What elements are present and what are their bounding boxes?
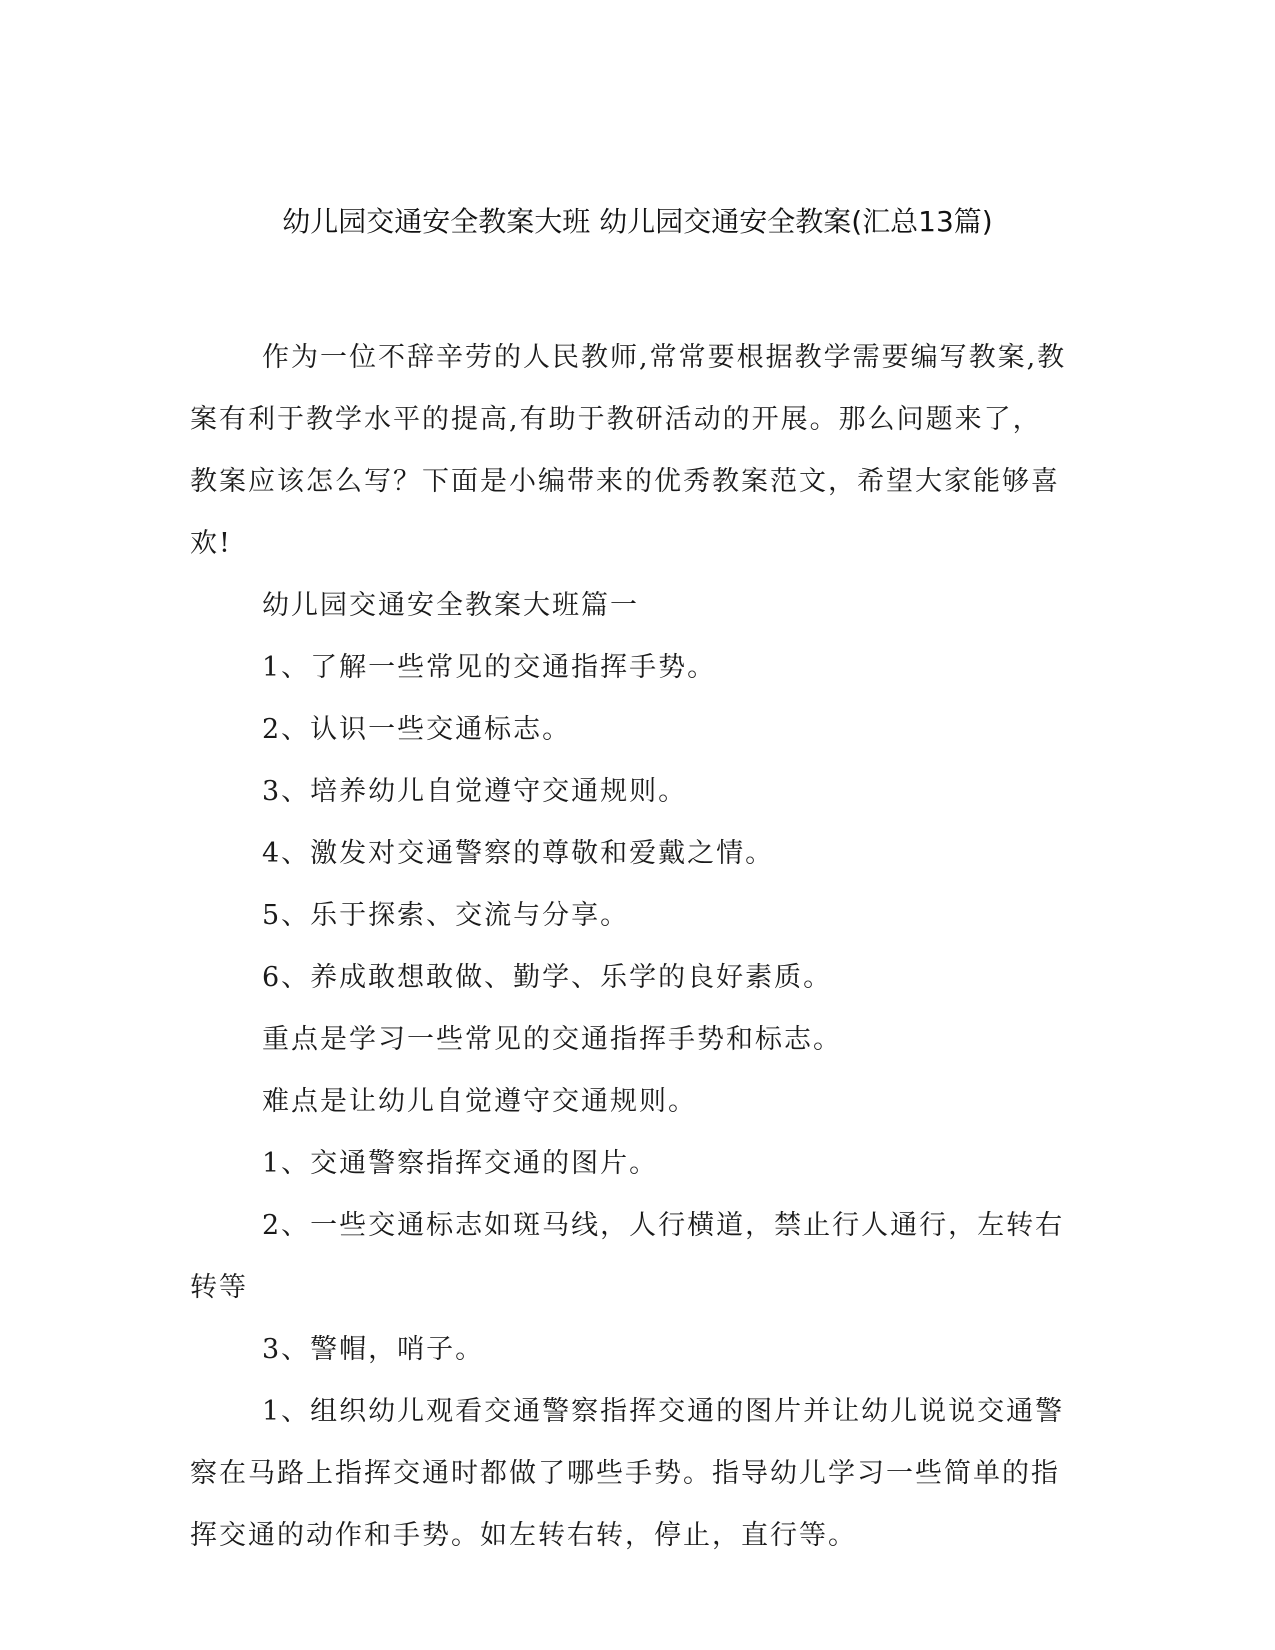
document-title: 幼儿园交通安全教案大班 幼儿园交通安全教案(汇总13篇) — [282, 205, 993, 238]
section-heading: 幼儿园交通安全教案大班篇一 — [262, 590, 639, 621]
objective-item-1: 1、了解一些常见的交通指挥手势。 — [262, 652, 717, 683]
intro-paragraph: 作为一位不辞辛劳的人民教师,常常要根据教学需要编写教案,教案有利于教学水平的提高,有助于教研活动的开展。那么问题来了，教案应该怎么写？下面是小编带来的优秀教案范文，希望大家能够喜欢! — [190, 342, 1067, 559]
key-point: 重点是学习一些常见的交通指挥手势和标志。 — [262, 1024, 842, 1055]
objective-item-2: 2、认识一些交通标志。 — [262, 714, 572, 745]
document-body — [190, 327, 1070, 1567]
objective-item-3: 3、培养幼儿自觉遵守交通规则。 — [262, 776, 688, 807]
difficulty-point: 难点是让幼儿自觉遵守交通规则。 — [262, 1086, 697, 1117]
material-item-2: 2、一些交通标志如斑马线，人行横道，禁止行人通行，左转右转等 — [190, 1210, 1065, 1303]
objective-item-6: 6、养成敢想敢做、勤学、乐学的良好素质。 — [262, 962, 833, 993]
material-item-1: 1、交通警察指挥交通的图片。 — [262, 1148, 659, 1179]
objective-item-5: 5、乐于探索、交流与分享。 — [262, 900, 630, 931]
material-item-3: 3、警帽，哨子。 — [262, 1334, 485, 1365]
activity-step-1: 1、组织幼儿观看交通警察指挥交通的图片并让幼儿说说交通警察在马路上指挥交通时都做了哪些手势。指导幼儿学习一些简单的指挥交通的动作和手势。如左转右转，停止，直行等。 — [190, 1396, 1065, 1551]
objective-item-4: 4、激发对交通警察的尊敬和爱戴之情。 — [262, 838, 775, 869]
